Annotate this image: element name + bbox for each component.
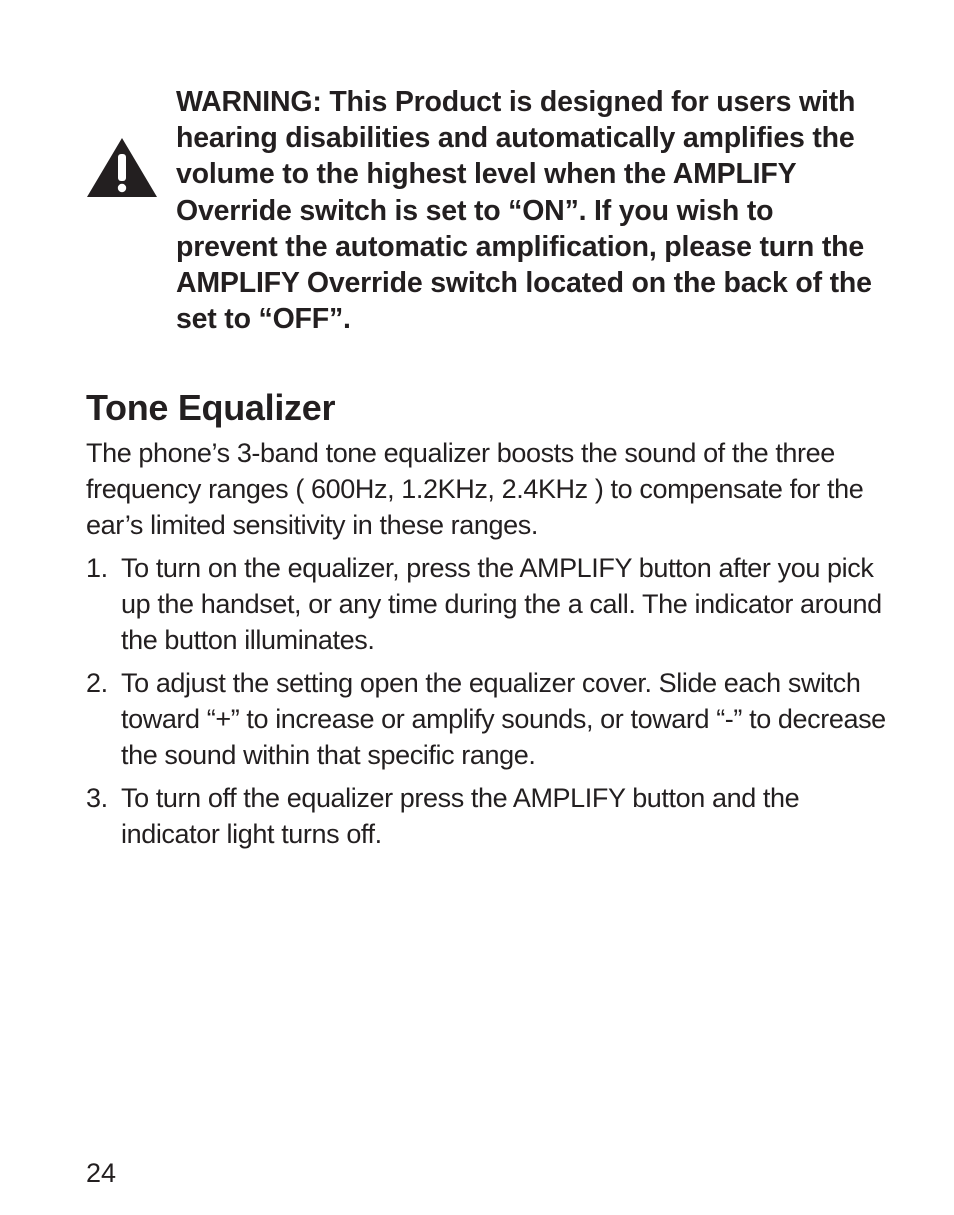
step-text: To adjust the setting open the equalizer cover. Slide each switch toward “+” to increase or amplify sounds, or toward “-” to decrease the sound within that specific range.	[121, 668, 886, 770]
step-text: To turn off the equalizer press the AMPLIFY button and the indicator light turns off.	[121, 783, 800, 849]
warning-triangle-icon	[86, 136, 158, 198]
warning-text: WARNING: This Product is designed for users with hearing disabilities and automatically amplifies the volume to the highest level when the AMPLIFY Override switch is set to “ON”. If you wish to prevent the automatic amplification, please turn the AMPLIFY Override switch located on the back of the set to “OFF”.	[176, 86, 872, 336]
list-item	[86, 780, 886, 852]
intro-paragraph: The phone’s 3-band tone equalizer boosts the sound of the three frequency ranges ( 600Hz, 1.2KHz, 2.4KHz ) to compensate for the ear’s limited sensitivity in these ranges.	[86, 438, 864, 540]
steps-list	[86, 550, 886, 859]
list-item	[86, 550, 886, 658]
step-number: 2.	[86, 668, 108, 698]
list-item	[86, 665, 886, 773]
step-number: 3.	[86, 783, 108, 813]
step-number: 1.	[86, 553, 108, 583]
section-title: Tone Equalizer	[86, 387, 336, 428]
page-number: 24	[86, 1158, 117, 1188]
step-text: To turn on the equalizer, press the AMPLIFY button after you pick up the handset, or any time during the a call. The indicator around the button illuminates.	[121, 553, 882, 655]
